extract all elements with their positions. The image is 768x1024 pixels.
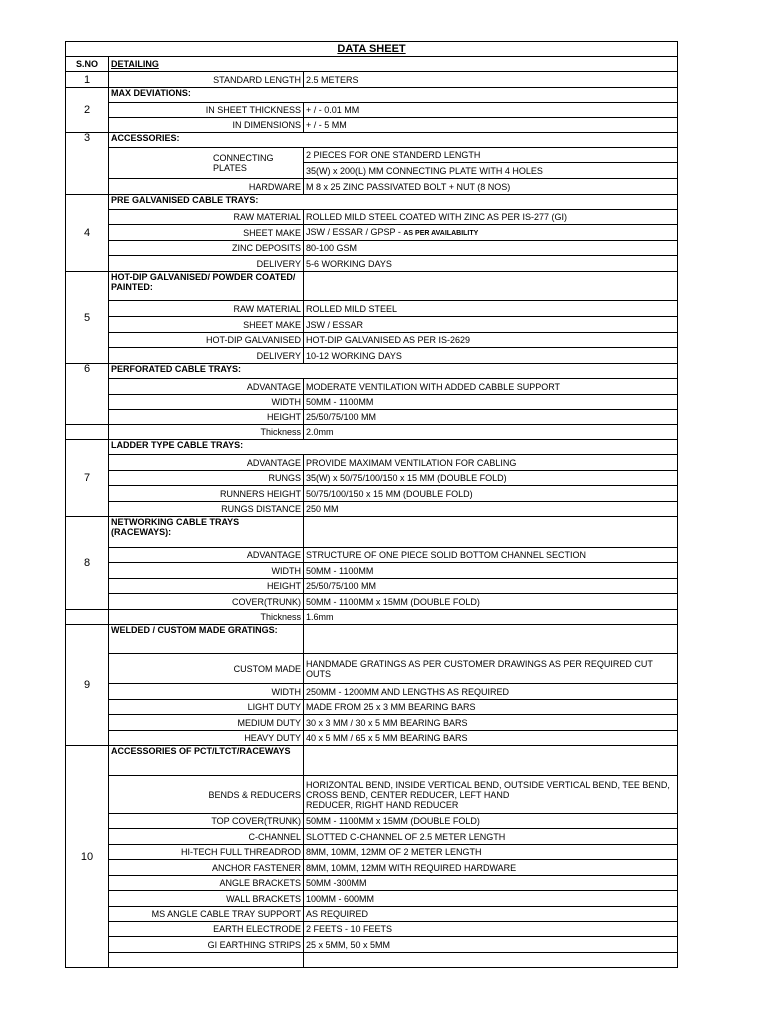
sno-4: 4 — [66, 195, 109, 272]
row-value: 80-100 GSM — [304, 241, 678, 256]
empty-cell — [304, 272, 678, 301]
section-heading: HOT-DIP GALVANISED/ POWDER COATED/ PAINTED: — [109, 272, 304, 301]
section-heading: PERFORATED CABLE TRAYS: — [109, 364, 678, 379]
row-label: HARDWARE — [109, 179, 304, 195]
section-heading: ACCESSORIES OF PCT/LTCT/RACEWAYS — [109, 746, 304, 776]
row-label: DELIVERY — [109, 256, 304, 272]
sno-5: 5 — [66, 272, 109, 364]
row-value — [304, 225, 678, 241]
row-value: HORIZONTAL BEND, INSIDE VERTICAL BEND, OUTSIDE VERTICAL BEND, TEE BEND, CROSS BEND, CENTER REDUCER, LEFT HAND REDUCER, RIGHT HAND REDUCER — [304, 776, 678, 814]
empty-cell — [304, 746, 678, 776]
row-label: TOP COVER(TRUNK) — [109, 814, 304, 829]
detailing-header: DETAILING — [109, 57, 678, 72]
row-label: IN DIMENSIONS — [109, 118, 304, 133]
row-label: ADVANTAGE — [109, 379, 304, 395]
row-value: 2.0mm — [304, 425, 678, 440]
row-label: DELIVERY — [109, 348, 304, 364]
row-label: RUNGS DISTANCE — [109, 502, 304, 517]
empty-cell — [304, 625, 678, 654]
row-value: STRUCTURE OF ONE PIECE SOLID BOTTOM CHANNEL SECTION — [304, 548, 678, 563]
row-value: 8MM, 10MM, 12MM WITH REQUIRED HARDWARE — [304, 860, 678, 876]
row-label: ADVANTAGE — [109, 548, 304, 563]
row-value: + / - 0.01 MM — [304, 103, 678, 118]
row-value: 50MM -300MM — [304, 876, 678, 891]
row-value: 50MM - 1100MM x 15MM (DOUBLE FOLD) — [304, 594, 678, 610]
row-value: 30 x 3 MM / 30 x 5 MM BEARING BARS — [304, 715, 678, 731]
sheet-title: DATA SHEET — [66, 42, 678, 57]
row-label: WIDTH — [109, 563, 304, 579]
row-label: HEIGHT — [109, 410, 304, 425]
section-heading: WELDED / CUSTOM MADE GRATINGS: — [109, 625, 304, 654]
sheet-make-text: JSW / ESSAR / GPSP - — [306, 226, 401, 237]
row-value: 10-12 WORKING DAYS — [304, 348, 678, 364]
row-label: ANGLE BRACKETS — [109, 876, 304, 891]
row-value: MADE FROM 25 x 3 MM BEARING BARS — [304, 700, 678, 715]
row-value — [304, 953, 678, 968]
row-value: 50MM - 1100MM — [304, 563, 678, 579]
row-label: WALL BRACKETS — [109, 891, 304, 907]
row-label — [109, 953, 304, 968]
sno-empty — [66, 425, 109, 440]
row-label: COVER(TRUNK) — [109, 594, 304, 610]
sno-header: S.NO — [66, 57, 109, 72]
row-value: JSW / ESSAR — [304, 317, 678, 333]
row-label: LIGHT DUTY — [109, 700, 304, 715]
row-value: 2 PIECES FOR ONE STANDERD LENGTH — [304, 148, 678, 163]
row-value: 2 FEETS - 10 FEETS — [304, 922, 678, 937]
row-value: 1.6mm — [304, 610, 678, 625]
row-label: ANCHOR FASTENER — [109, 860, 304, 876]
row-label: EARTH ELECTRODE — [109, 922, 304, 937]
sno-empty — [66, 610, 109, 625]
row-label: HEAVY DUTY — [109, 731, 304, 746]
row-label: HOT-DIP GALVANISED — [109, 333, 304, 348]
data-sheet-table — [65, 41, 678, 968]
row-value: SLOTTED C-CHANNEL OF 2.5 METER LENGTH — [304, 829, 678, 845]
row-value: M 8 x 25 ZINC PASSIVATED BOLT + NUT (8 NOS) — [304, 179, 678, 195]
row-value: PROVIDE MAXIMAM VENTILATION FOR CABLING — [304, 455, 678, 471]
row-value: 35(W) x 50/75/100/150 x 15 MM (DOUBLE FOLD) — [304, 471, 678, 486]
row-label: CONNECTING PLATES — [109, 148, 304, 179]
row-value: 40 x 5 MM / 65 x 5 MM BEARING BARS — [304, 731, 678, 746]
row-label: MEDIUM DUTY — [109, 715, 304, 731]
sno-10: 10 — [66, 746, 109, 968]
row-value: 25 x 5MM, 50 x 5MM — [304, 937, 678, 953]
row-label: GI EARTHING STRIPS — [109, 937, 304, 953]
sno-1: 1 — [66, 72, 109, 88]
sno-2: 2 — [66, 88, 109, 133]
row-label: Thickness — [109, 610, 304, 625]
sno-7: 7 — [66, 440, 109, 517]
row-label: SHEET MAKE — [109, 225, 304, 241]
empty-cell — [304, 517, 678, 548]
row-label: ZINC DEPOSITS — [109, 241, 304, 256]
section-heading: ACCESSORIES: — [109, 133, 678, 148]
row-label: RUNNERS HEIGHT — [109, 486, 304, 502]
row-label: RAW MATERIAL — [109, 301, 304, 317]
row-value: 250 MM — [304, 502, 678, 517]
row-label: WIDTH — [109, 395, 304, 410]
sno-3: 3 — [66, 133, 109, 195]
row-value: 5-6 WORKING DAYS — [304, 256, 678, 272]
row-label: WIDTH — [109, 684, 304, 700]
row-label: STANDARD LENGTH — [109, 72, 304, 88]
sno-9: 9 — [66, 625, 109, 746]
sno-8: 8 — [66, 517, 109, 610]
sno-6: 6 — [66, 364, 109, 425]
row-value: 250MM - 1200MM AND LENGTHS AS REQUIRED — [304, 684, 678, 700]
row-value: 25/50/75/100 MM — [304, 579, 678, 594]
row-label: CUSTOM MADE — [109, 654, 304, 684]
row-label: Thickness — [109, 425, 304, 440]
row-value: 8MM, 10MM, 12MM OF 2 METER LENGTH — [304, 845, 678, 860]
row-value: AS REQUIRED — [304, 907, 678, 922]
row-value: 2.5 METERS — [304, 72, 678, 88]
row-label: ADVANTAGE — [109, 455, 304, 471]
row-label: RAW MATERIAL — [109, 210, 304, 225]
row-value: ROLLED MILD STEEL COATED WITH ZINC AS PER IS-277 (GI) — [304, 210, 678, 225]
row-value: 50MM - 1100MM — [304, 395, 678, 410]
section-heading: MAX DEVIATIONS: — [109, 88, 678, 103]
row-value: MODERATE VENTILATION WITH ADDED CABBLE SUPPORT — [304, 379, 678, 395]
row-value: 25/50/75/100 MM — [304, 410, 678, 425]
row-label: SHEET MAKE — [109, 317, 304, 333]
row-value: 100MM - 600MM — [304, 891, 678, 907]
row-value: HOT-DIP GALVANISED AS PER IS-2629 — [304, 333, 678, 348]
availability-note: AS PER AVAILABILITY — [403, 229, 479, 237]
row-value: ROLLED MILD STEEL — [304, 301, 678, 317]
row-label: RUNGS — [109, 471, 304, 486]
section-heading: LADDER TYPE CABLE TRAYS: — [109, 440, 678, 455]
row-label: C-CHANNEL — [109, 829, 304, 845]
section-heading: PRE GALVANISED CABLE TRAYS: — [109, 195, 678, 210]
row-value: HANDMADE GRATINGS AS PER CUSTOMER DRAWINGS AS PER REQUIRED CUT OUTS — [304, 654, 678, 684]
row-value: + / - 5 MM — [304, 118, 678, 133]
row-label: HEIGHT — [109, 579, 304, 594]
row-label: MS ANGLE CABLE TRAY SUPPORT — [109, 907, 304, 922]
row-label: IN SHEET THICKNESS — [109, 103, 304, 118]
row-value: 50MM - 1100MM x 15MM (DOUBLE FOLD) — [304, 814, 678, 829]
row-label: BENDS & REDUCERS — [109, 776, 304, 814]
section-heading: NETWORKING CABLE TRAYS (RACEWAYS): — [109, 517, 304, 548]
row-label: HI-TECH FULL THREADROD — [109, 845, 304, 860]
row-value: 35(W) x 200(L) MM CONNECTING PLATE WITH 4 HOLES — [304, 163, 678, 179]
row-value: 50/75/100/150 x 15 MM (DOUBLE FOLD) — [304, 486, 678, 502]
